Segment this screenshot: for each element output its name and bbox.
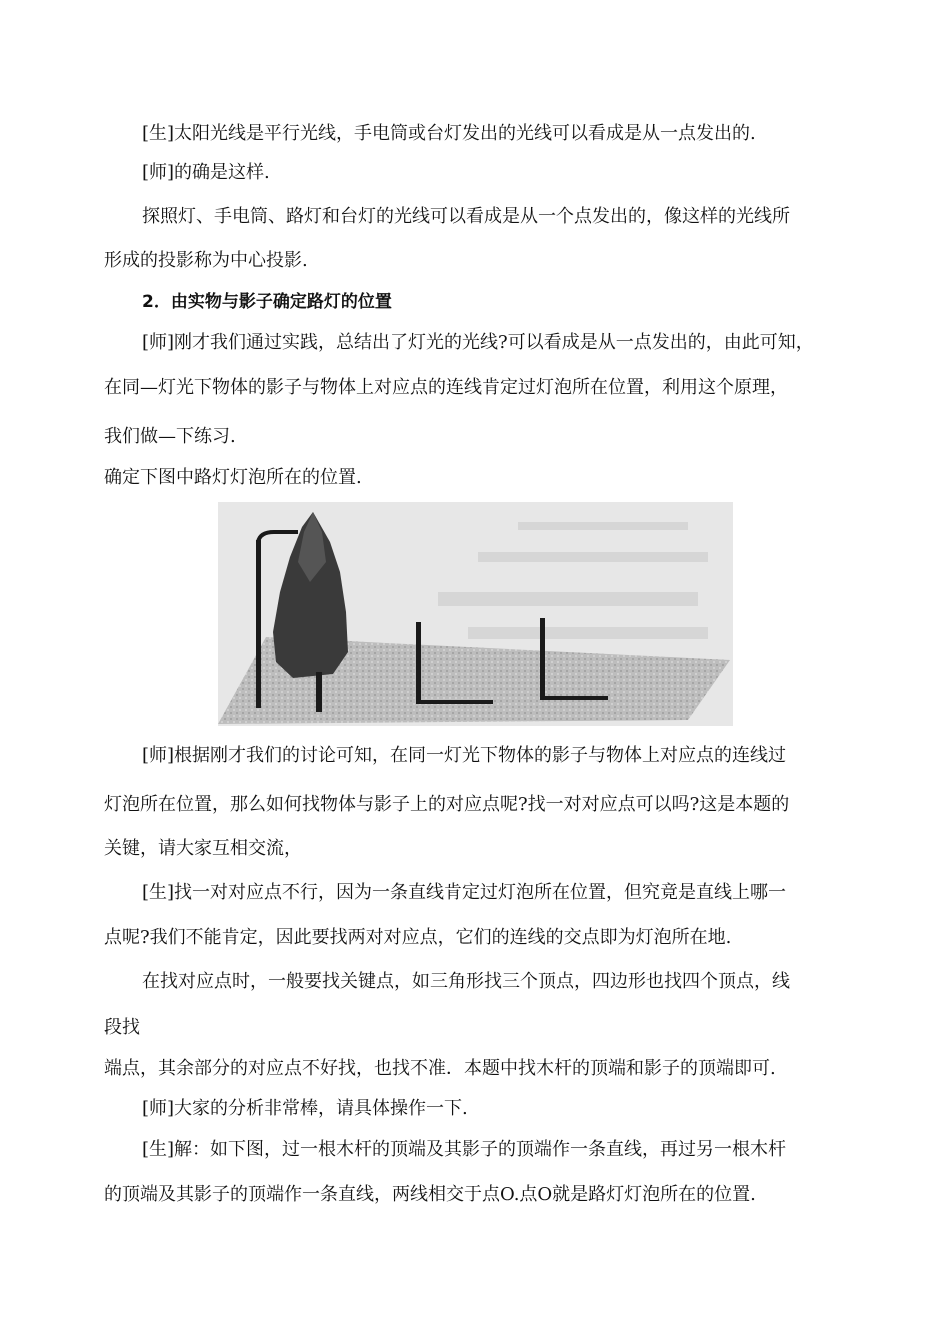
paragraph-line: 在找对应点时，一般要找关键点，如三角形找三个顶点，四边形也找四个顶点，线 [142, 971, 790, 992]
paragraph-line: 我们做—下练习. [104, 426, 236, 447]
paragraph-line: 在同—灯光下物体的影子与物体上对应点的连线肯定过灯泡所在位置，利用这个原理， [104, 377, 788, 398]
street-lamp-figure [218, 502, 733, 726]
paragraph-line: [生]太阳光线是平行光线，手电筒或台灯发出的光线可以看成是从一点发出的. [142, 123, 756, 144]
paragraph-line: [生]解：如下图，过一根木杆的顶端及其影子的顶端作一条直线，再过另一根木杆 [142, 1139, 787, 1160]
paragraph-line: [师]的确是这样. [142, 162, 270, 183]
paragraph-line: [师]大家的分析非常棒，请具体操作一下. [142, 1098, 468, 1119]
paragraph-line: 形成的投影称为中心投影. [104, 250, 308, 271]
paragraph-line: 端点，其余部分的对应点不好找，也找不准．本题中找木杆的顶端和影子的顶端即可. [104, 1058, 776, 1079]
section-heading: 2．由实物与影子确定路灯的位置 [142, 292, 392, 312]
paragraph-line: 段找 [104, 1017, 140, 1038]
paragraph-line: [师]根据刚才我们的讨论可知，在同一灯光下物体的影子与物体上对应点的连线过 [142, 745, 787, 766]
paragraph-line: 探照灯、手电筒、路灯和台灯的光线可以看成是从一个点发出的，像这样的光线所 [142, 206, 790, 227]
paragraph-line: 的顶端及其影子的顶端作一条直线，两线相交于点O.点O就是路灯灯泡所在的位置. [104, 1184, 756, 1205]
paragraph-line: 关键，请大家互相交流， [104, 838, 302, 859]
paragraph-line: 点呢?我们不能肯定，因此要找两对对应点，它们的连线的交点即为灯泡所在地. [104, 927, 732, 948]
paragraph-line: [生]找一对对应点不行，因为一条直线肯定过灯泡所在位置，但究竟是直线上哪一 [142, 882, 787, 903]
paragraph-line: 确定下图中路灯灯泡所在的位置. [104, 467, 362, 488]
paragraph-line: [师]刚才我们通过实践，总结出了灯光的光线?可以看成是从一点发出的，由此可知， [142, 332, 814, 353]
paragraph-line: 灯泡所在位置，那么如何找物体与影子上的对应点呢?找一对对应点可以吗?这是本题的 [104, 794, 790, 815]
